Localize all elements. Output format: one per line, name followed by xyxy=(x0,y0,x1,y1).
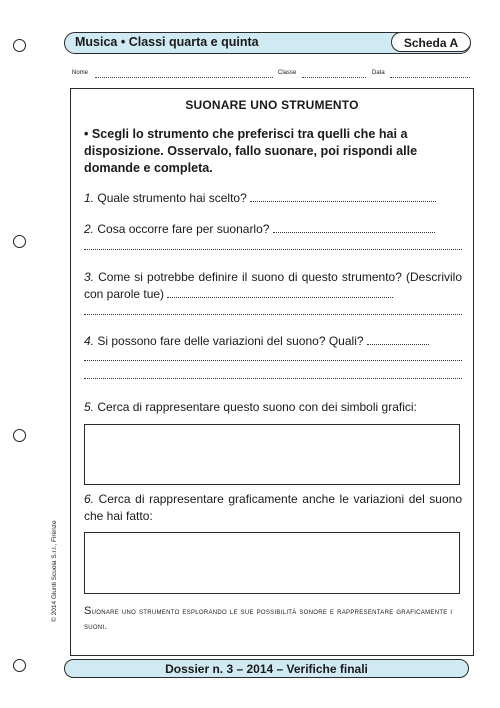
question-4 xyxy=(84,333,462,350)
header-tab xyxy=(391,32,471,52)
worksheet-title: SUONARE UNO STRUMENTO xyxy=(185,98,359,112)
student-info-row xyxy=(70,70,470,82)
question-2-number: 2. xyxy=(84,222,95,236)
header-tab-label: Scheda A xyxy=(403,36,459,50)
question-6 xyxy=(84,491,462,525)
question-4-text: Si possono fare delle variazioni del suono? Quali? xyxy=(97,334,364,348)
question-2-text: Cosa occorre fare per suonarlo? xyxy=(97,222,270,236)
answer-3-line-2[interactable] xyxy=(84,314,462,315)
question-3 xyxy=(84,269,462,303)
answer-3-line-1[interactable] xyxy=(167,297,393,298)
class-field[interactable] xyxy=(302,77,366,78)
header-title: Musica • Classi quarta e quinta xyxy=(75,35,259,49)
question-1 xyxy=(84,190,462,207)
copyright-notice: © 2014 Giunti Scuola S.r.l., Firenze xyxy=(51,520,58,622)
question-1-number: 1. xyxy=(84,191,95,205)
date-field[interactable] xyxy=(390,77,470,78)
learning-objective: Suonare uno strumento esplorando le sue possibilità sonore e rappresentare graficamente i suoni. xyxy=(84,605,453,631)
question-2 xyxy=(84,221,462,238)
answer-4-line-3[interactable] xyxy=(84,378,462,379)
answer-1-line[interactable] xyxy=(250,201,436,202)
answer-2-line-1[interactable] xyxy=(273,232,435,233)
question-3-number: 3. xyxy=(84,270,95,284)
question-6-number: 6. xyxy=(84,492,95,506)
drawing-box-sound[interactable] xyxy=(84,424,460,485)
binder-hole-bottom xyxy=(13,659,26,672)
question-5-text: Cerca di rappresentare questo suono con dei simboli grafici: xyxy=(97,400,417,414)
drawing-box-variations[interactable] xyxy=(84,532,460,594)
answer-4-line-1[interactable] xyxy=(367,344,429,345)
binder-hole-top xyxy=(13,39,26,52)
header-bar xyxy=(64,32,471,54)
footer-bar xyxy=(64,659,469,678)
answer-4-line-2[interactable] xyxy=(84,360,462,361)
instruction: • Scegli lo strumento che preferisci tra quelli che hai a disposizione. Osservalo, fallo suonare, poi rispondi alle domande e completa. xyxy=(84,127,418,175)
name-label: Nome xyxy=(72,70,89,76)
question-5-number: 5. xyxy=(84,400,95,414)
question-3-text: Come si potrebbe definire il suono di questo strumento? (Descrivilo con parole tue) xyxy=(84,270,462,301)
binder-hole-upper-middle xyxy=(13,235,26,248)
date-label: Data xyxy=(372,70,385,76)
class-label: Classe xyxy=(278,70,297,76)
question-6-text: Cerca di rappresentare graficamente anche le variazioni del suono che hai fatto: xyxy=(84,492,462,523)
question-5 xyxy=(84,399,462,416)
question-1-text: Quale strumento hai scelto? xyxy=(97,191,247,205)
answer-2-line-2[interactable] xyxy=(84,249,462,250)
question-4-number: 4. xyxy=(84,334,95,348)
binder-hole-lower-middle xyxy=(13,429,26,442)
name-field[interactable] xyxy=(95,77,273,78)
footer-text: Dossier n. 3 – 2014 – Verifiche finali xyxy=(165,662,368,676)
